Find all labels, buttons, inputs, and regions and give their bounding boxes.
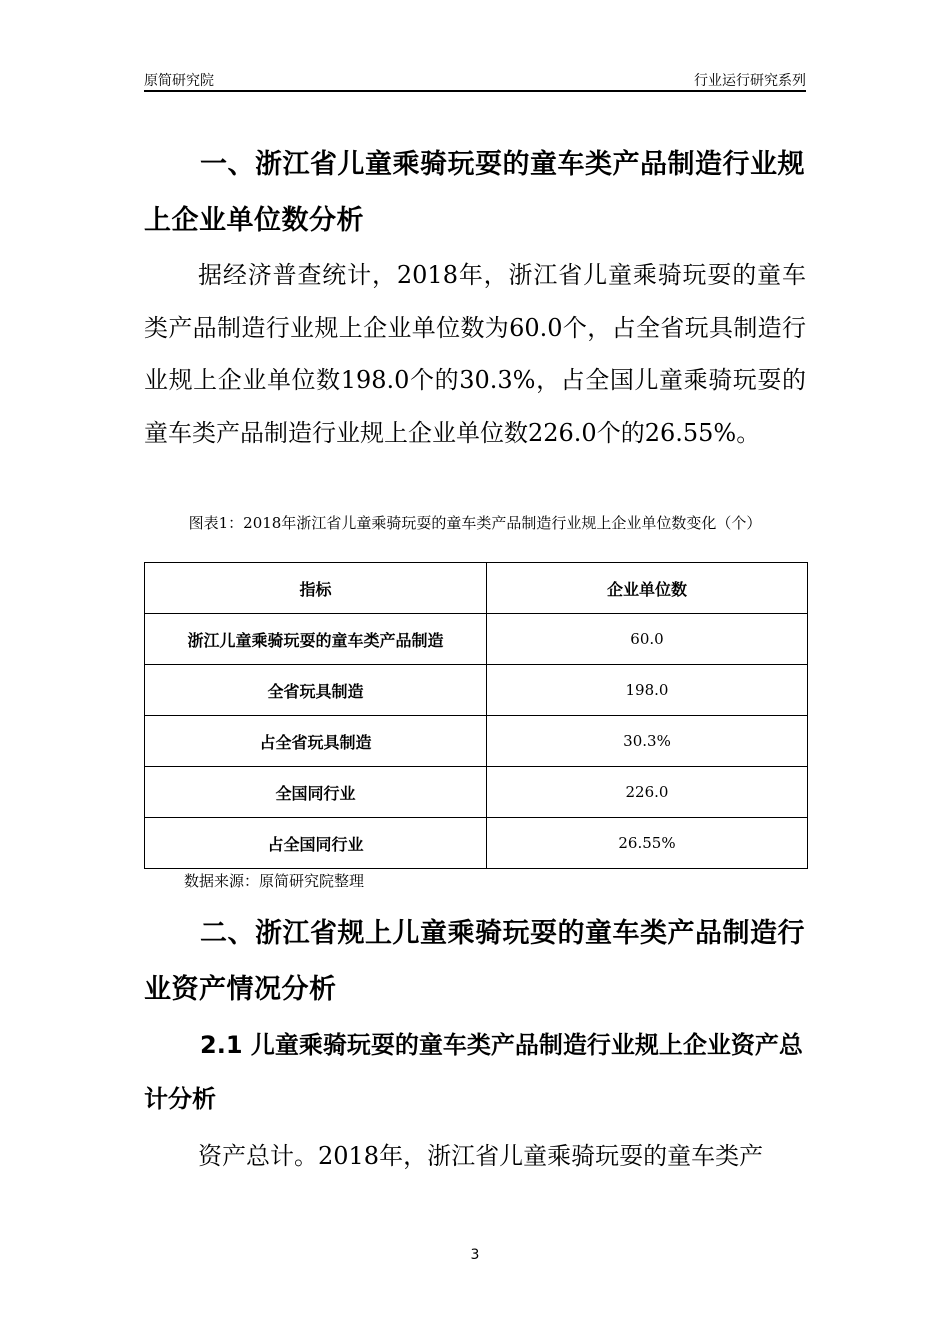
section2-paragraph: 资产总计。2018年，浙江省儿童乘骑玩耍的童车类产	[198, 1142, 764, 1170]
table-row	[145, 614, 808, 665]
table-source-note: 数据来源：原简研究院整理	[184, 872, 365, 890]
table-row	[145, 665, 808, 716]
table-header-indicator: 指标	[145, 563, 487, 614]
table-header-row	[145, 563, 808, 614]
table-cell-value: 26.55%	[487, 818, 808, 869]
page-number: 3	[470, 1247, 480, 1263]
table-cell-indicator: 全省玩具制造	[145, 665, 487, 716]
table-cell-indicator: 占全省玩具制造	[145, 716, 487, 767]
section1-heading: 一、浙江省儿童乘骑玩耍的童车类产品制造行业规上企业单位数分析	[144, 149, 805, 236]
table-row	[145, 818, 808, 869]
header-series-name: 行业运行研究系列	[694, 73, 806, 89]
enterprise-count-table	[144, 562, 808, 869]
table-cell-value: 198.0	[487, 665, 808, 716]
section2-heading: 二、浙江省规上儿童乘骑玩耍的童车类产品制造行业资产情况分析	[144, 918, 805, 1005]
header-divider	[144, 90, 806, 92]
table-cell-value: 226.0	[487, 767, 808, 818]
table-cell-value: 60.0	[487, 614, 808, 665]
table-row	[145, 716, 808, 767]
table-header-count: 企业单位数	[487, 563, 808, 614]
header-org-name: 原简研究院	[144, 73, 214, 89]
table-cell-value: 30.3%	[487, 716, 808, 767]
table-cell-indicator: 全国同行业	[145, 767, 487, 818]
table-row	[145, 767, 808, 818]
table-caption: 图表1：2018年浙江省儿童乘骑玩耍的童车类产品制造行业规上企业单位数变化（个）	[188, 514, 762, 532]
section1-paragraph: 据经济普查统计，2018年，浙江省儿童乘骑玩耍的童车类产品制造行业规上企业单位数为60.0个，占全省玩具制造行业规上企业单位数198.0个的30.3%，占全国儿童乘骑玩耍的童车类产品制造行业规上企业单位数226.0个的26.55%。	[144, 261, 806, 447]
table-cell-indicator: 占全国同行业	[145, 818, 487, 869]
section2-1-heading: 2.1 儿童乘骑玩耍的童车类产品制造行业规上企业资产总计分析	[144, 1031, 803, 1113]
table-cell-indicator: 浙江儿童乘骑玩耍的童车类产品制造	[145, 614, 487, 665]
